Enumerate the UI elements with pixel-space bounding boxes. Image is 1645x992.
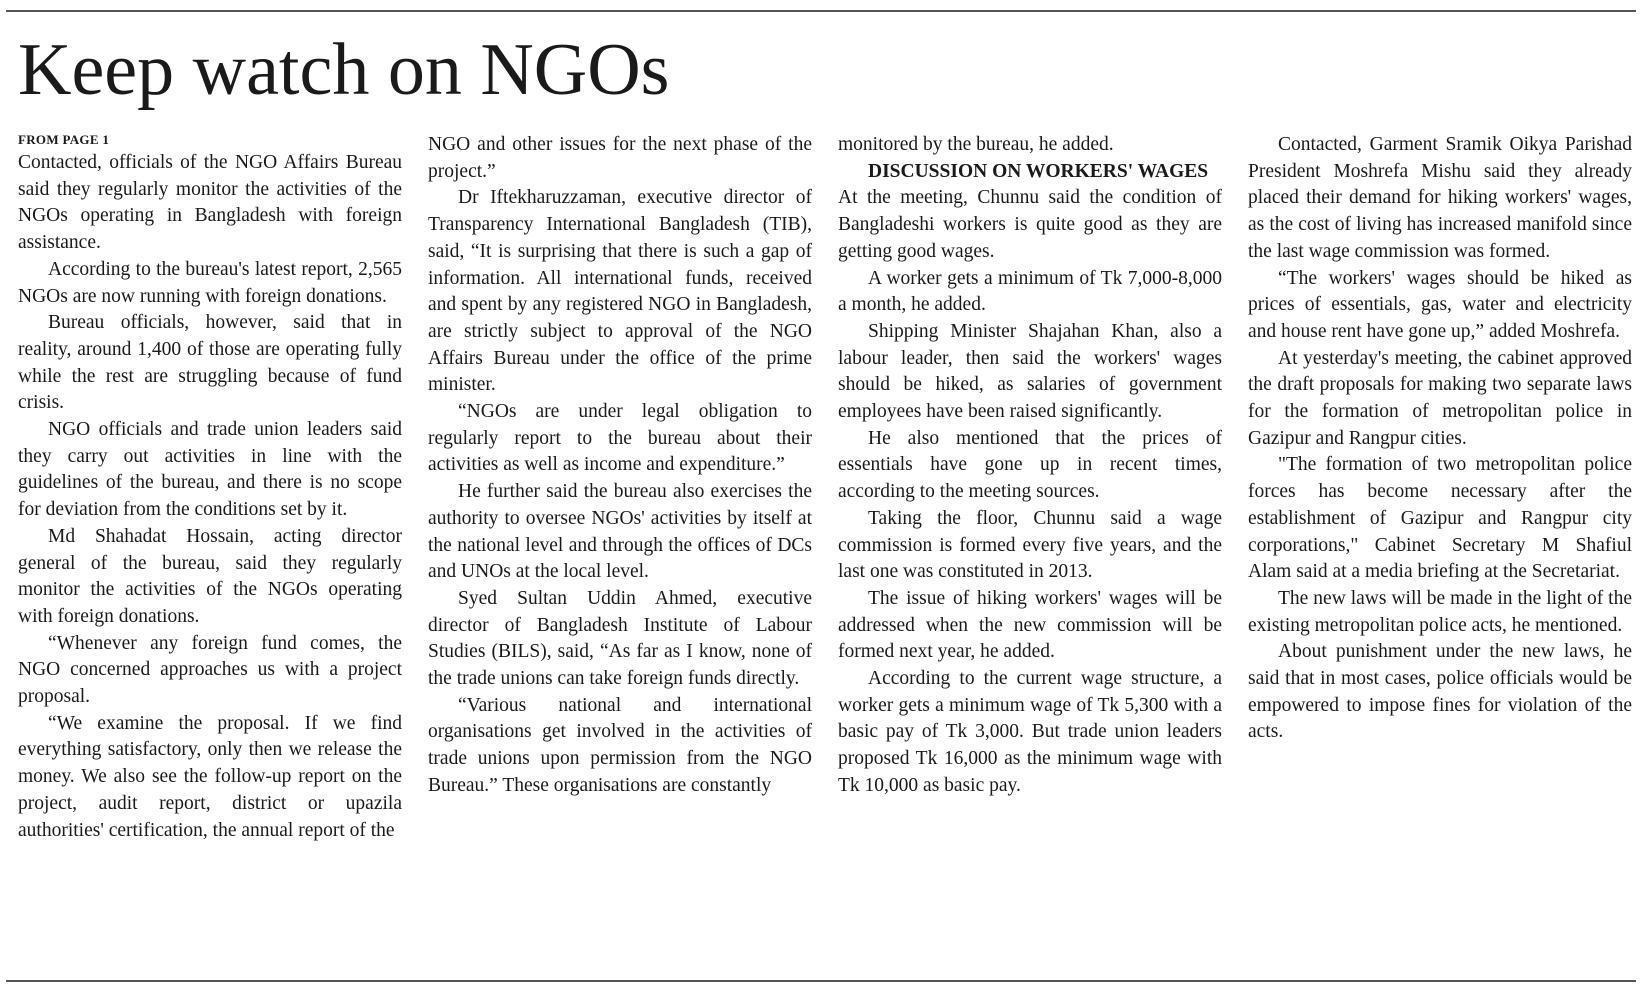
paragraph: Contacted, Garment Sramik Oikya Parishad President Moshrefa Mishu said they already placed their demand for hiking workers' wages, as the cost of living has increased manifold since the last wage commission was formed. xyxy=(1248,134,1632,262)
paragraph: “The workers' wages should be hiked as prices of essentials, gas, water and electricity and house rent have gone up,” added Moshrefa. xyxy=(1248,267,1632,342)
paragraph: A worker gets a minimum of Tk 7,000-8,000 a month, he added. xyxy=(838,267,1222,316)
top-rule xyxy=(6,10,1636,12)
paragraph: Md Shahadat Hossain, acting director general of the bureau, said they regularly monitor the activities of the NGOs operating with foreign donations. xyxy=(18,525,402,627)
paragraph: Bureau officials, however, said that in reality, around 1,400 of those are operating fully while the rest are struggling because of fund crisis. xyxy=(18,312,402,414)
paragraph: Taking the floor, Chunnu said a wage commission is formed every five years, and the last one was constituted in 2013. xyxy=(838,507,1222,583)
article-column-3 xyxy=(838,132,1222,800)
paragraph: “We examine the proposal. If we find everything satisfactory, only then we release the money. We also see the follow-up report on the project, audit report, district or upazila authorities' certification, the annual report of the xyxy=(18,712,402,841)
bottom-rule xyxy=(6,980,1636,982)
paragraph: “Various national and international organisations get involved in the activities of trade unions upon permission from the NGO Bureau.” These organisations are constantly xyxy=(428,694,812,796)
paragraph: About punishment under the new laws, he said that in most cases, police officials would be empowered to impose fines for violation of the acts. xyxy=(1248,641,1632,743)
subhead: DISCUSSION ON WORKERS' WAGES xyxy=(868,160,1209,182)
article-column-2 xyxy=(428,132,812,800)
paragraph: According to the current wage structure, a worker gets a minimum wage of Tk 5,300 with a basic pay of Tk 3,000. But trade union leaders proposed Tk 16,000 as the minimum wage with Tk 10,000 as basic pay. xyxy=(838,668,1222,796)
paragraph: At the meeting, Chunnu said the condition of Bangladeshi workers is quite good as they are getting good wages. xyxy=(838,187,1222,262)
paragraph: He also mentioned that the prices of essentials have gone up in recent times, according to the meeting sources. xyxy=(838,427,1222,503)
article-column-1 xyxy=(18,132,402,844)
paragraph: Contacted, officials of the NGO Affairs Bureau said they regularly monitor the activities of the NGOs operating in Bangladesh with foreign assistance. xyxy=(18,152,402,254)
paragraph: At yesterday's meeting, the cabinet approved the draft proposals for making two separate laws for the formation of metropolitan police in Gazipur and Rangpur cities. xyxy=(1248,347,1632,449)
kicker: FROM PAGE 1 xyxy=(18,132,110,147)
paragraph: Shipping Minister Shajahan Khan, also a labour leader, then said the workers' wages should be hiked, as salaries of government employees have been raised significantly. xyxy=(838,320,1222,423)
paragraph: NGO officials and trade union leaders said they carry out activities in line with the guidelines of the bureau, and there is no scope for deviation from the conditions set by it. xyxy=(18,419,402,521)
headline: Keep watch on NGOs xyxy=(18,29,670,111)
paragraph: NGO and other issues for the next phase of the project.” xyxy=(428,134,812,182)
paragraph: “Whenever any foreign fund comes, the NGO concerned approaches us with a project proposal. xyxy=(18,632,402,708)
paragraph: “NGOs are under legal obligation to regularly report to the bureau about their activities as well as income and expenditure.” xyxy=(428,401,812,476)
paragraph: The new laws will be made in the light of the existing metropolitan police acts, he mentioned. xyxy=(1248,587,1632,636)
paragraph: He further said the bureau also exercises the authority to oversee NGOs' activities by itself at the national level and through the offices of DCs and UNOs at the local level. xyxy=(428,481,812,583)
paragraph: The issue of hiking workers' wages will be addressed when the new commission will be formed next year, he added. xyxy=(838,587,1222,663)
paragraph: Dr Iftekharuzzaman, executive director of Transparency International Bangladesh (TIB), said, “It is surprising that there is such a gap of information. All international funds, received and spent by any registered NGO in Bangladesh, are strictly subject to approval of the NGO Affairs Bureau under the office of the prime minister. xyxy=(428,187,812,396)
paragraph: Syed Sultan Uddin Ahmed, executive director of Bangladesh Institute of Labour Studies (BILS), said, “As far as I know, none of the trade unions can take foreign funds directly. xyxy=(428,587,812,690)
paragraph: According to the bureau's latest report, 2,565 NGOs are now running with foreign donations. xyxy=(18,258,402,307)
article-column-4 xyxy=(1248,132,1632,746)
paragraph: "The formation of two metropolitan police forces has become necessary after the establishment of Gazipur and Rangpur city corporations," Cabinet Secretary M Shafiul Alam said at a media briefing at the Secretariat. xyxy=(1248,454,1632,583)
paragraph: monitored by the bureau, he added. xyxy=(838,134,1114,155)
